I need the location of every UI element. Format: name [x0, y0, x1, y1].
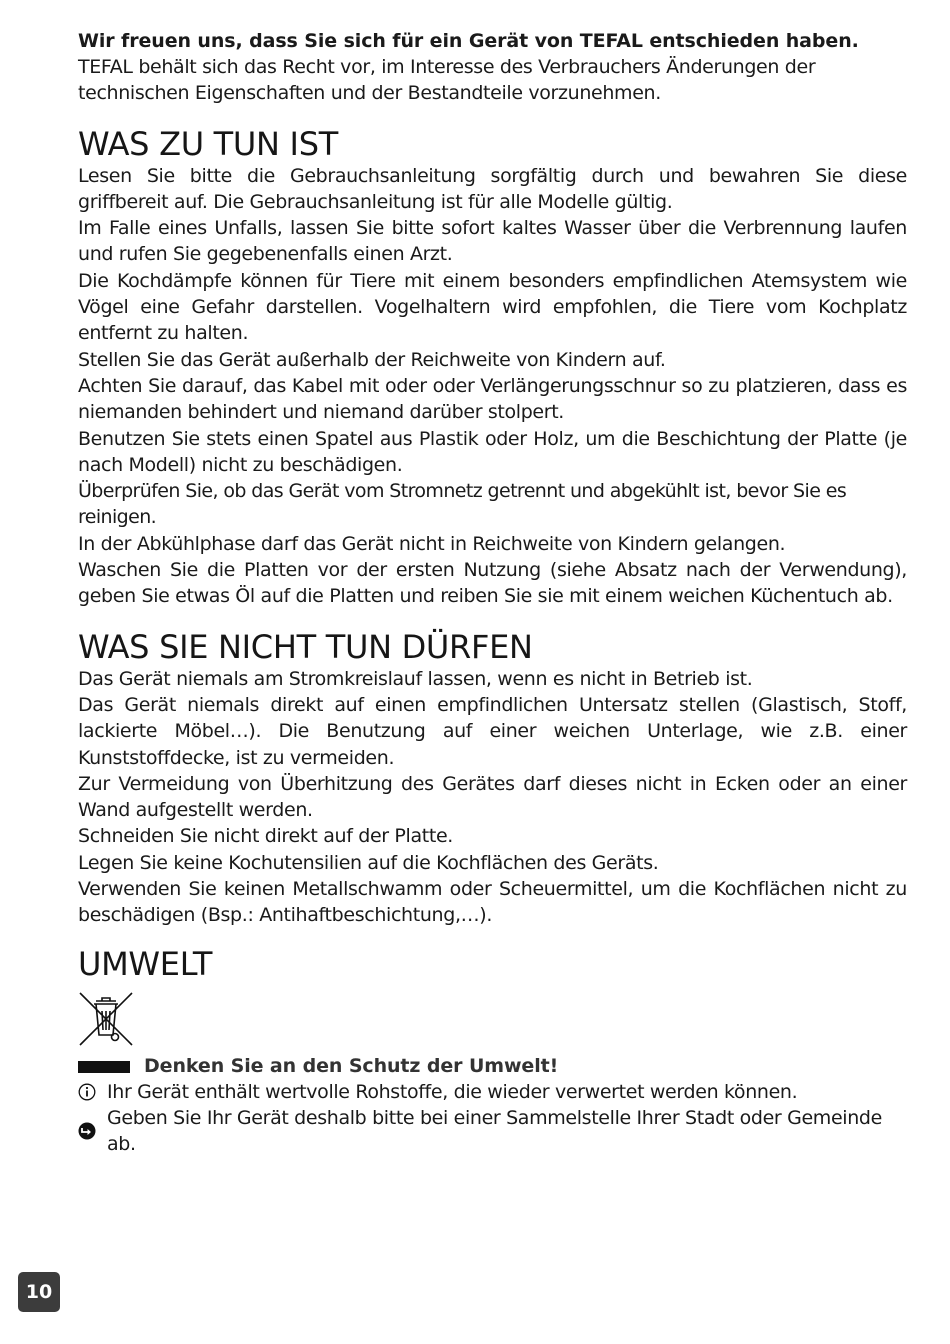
intro-text: TEFAL behält sich das Recht vor, im Interesse des Verbrauchers Änderungen der technischen Eigenschaften und der Bestandteile vorzunehmen.: [78, 56, 816, 105]
environment-reminder: [78, 1053, 907, 1079]
do-paragraph: Lesen Sie bitte die Gebrauchsanleitung sorgfältig durch und bewahren Sie diese griffbereit auf. Die Gebrauchsanleitung ist für alle Modelle gültig.: [78, 164, 907, 213]
dont-paragraph: Zur Vermeidung von Überhitzung des Gerätes darf dieses nicht in Ecken oder an einer Wand aufgestellt werden.: [78, 772, 907, 822]
dont-paragraph: Legen Sie keine Kochutensilien auf die Kochflächen des Geräts.: [78, 851, 659, 874]
info-bullet-text: Ihr Gerät enthält wertvolle Rohstoffe, die wieder verwertet werden können.: [107, 1080, 798, 1103]
arrow-bullet-text: Geben Sie Ihr Gerät deshalb bitte bei einer Sammelstelle Ihrer Stadt oder Gemeinde ab.: [107, 1106, 882, 1156]
dont-paragraph: Das Gerät niemals am Stromkreislauf lassen, wenn es nicht in Betrieb ist.: [78, 667, 753, 690]
section-title-environment: UMWELT: [78, 944, 213, 983]
arrow-circle-icon: [78, 1122, 96, 1140]
dont-paragraph: Schneiden Sie nicht direkt auf der Platte.: [78, 825, 453, 848]
intro-bold-line: Wir freuen uns, dass Sie sich für ein Gerät von TEFAL entschieden haben.: [78, 30, 859, 52]
do-paragraph: Benutzen Sie stets einen Spatel aus Plastik oder Holz, um die Beschichtung der Platte (je nach Modell) nicht zu beschädigen.: [78, 427, 907, 476]
crossed-out-wheelie-bin-icon: [78, 991, 134, 1047]
environment-reminder-text: Denken Sie an den Schutz der Umwelt!: [144, 1054, 559, 1077]
dont-paragraph: Das Gerät niemals direkt auf einen empfindlichen Untersatz stellen (Glastisch, Stoff, lackierte Möbel…). Die Benutzung auf einer weichen Unterlage, wie z.B. einer Kunststoffdecke, ist zu vermeiden.: [78, 693, 907, 769]
do-paragraph: Überprüfen Sie, ob das Gerät vom Stromnetz getrennt und abgekühlt ist, bevor Sie es reinigen.: [78, 480, 847, 529]
arrow-bullet: [78, 1105, 907, 1158]
info-circle-icon: [78, 1083, 96, 1101]
do-paragraph: Im Falle eines Unfalls, lassen Sie bitte sofort kaltes Wasser über die Verbrennung laufen und rufen Sie gegebenenfalls einen Arzt.: [78, 217, 907, 266]
page-number: 10: [18, 1272, 60, 1312]
section-title-what-to-do: WAS ZU TUN IST: [78, 124, 338, 163]
do-paragraph: Stellen Sie das Gerät außerhalb der Reichweite von Kindern auf.: [78, 348, 666, 371]
section-title-what-not-to-do: WAS SIE NICHT TUN DÜRFEN: [78, 627, 533, 666]
info-bullet: [78, 1079, 907, 1105]
dont-paragraph: Verwenden Sie keinen Metallschwamm oder Scheuermittel, um die Kochflächen nicht zu beschädigen (Bsp.: Antihaftbeschichtung,…).: [78, 878, 907, 927]
do-paragraph: Achten Sie darauf, das Kabel mit oder oder Verlängerungsschnur so zu platzieren, dass es niemanden behindert und niemand darüber stolpert.: [78, 374, 907, 424]
do-paragraph: Die Kochdämpfe können für Tiere mit einem besonders empfindlichen Atemsystem wie Vögel eine Gefahr darstellen. Vogelhaltern wird empfohlen, die Tiere vom Kochplatz entfernt zu halten.: [78, 269, 907, 345]
do-paragraph: In der Abkühlphase darf das Gerät nicht in Reichweite von Kindern gelangen.: [78, 532, 786, 555]
manual-page: [78, 28, 907, 1158]
divider-bar: [78, 1061, 130, 1073]
do-paragraph: Waschen Sie die Platten vor der ersten Nutzung (siehe Absatz nach der Verwendung), geben Sie etwas Öl auf die Platten und reiben Sie sie mit einem weichen Küchentuch ab.: [78, 559, 907, 608]
